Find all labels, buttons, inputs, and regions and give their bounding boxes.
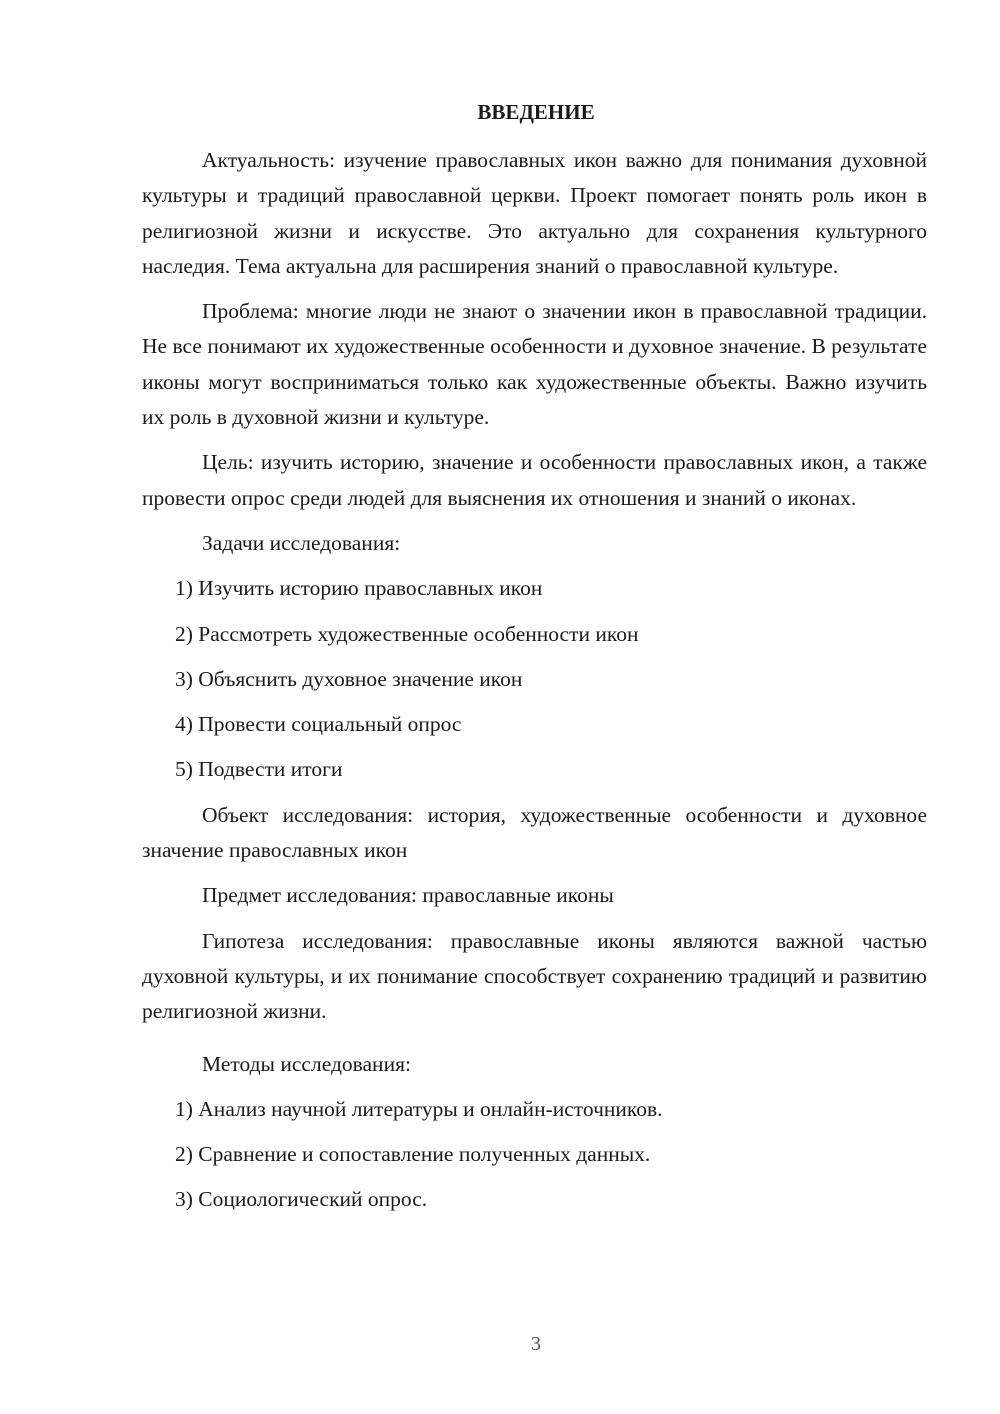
document-body [142,143,927,1228]
list-item: 2) Сравнение и сопоставление полученных данных. [175,1142,651,1167]
list-item: 3) Объяснить духовное значение икон [175,666,523,691]
list-item: 2) Рассмотреть художественные особенности икон [175,621,639,646]
object-paragraph: Объект исследования: история, художественные особенности и духовное значение православных икон [142,802,927,863]
tasks-heading: Задачи исследования: [202,530,401,555]
tasks-list [142,571,927,787]
list-item: 1) Изучить историю православных икон [175,576,543,601]
methods-list [142,1092,927,1218]
page-number: 3 [531,1333,541,1355]
hypothesis-paragraph: Гипотеза исследования: православные иконы являются важной частью духовной культуры, и их понимание способствует сохранению традиций и развитию религиозной жизни. [142,928,927,1024]
list-item: 1) Анализ научной литературы и онлайн-источников. [175,1096,663,1121]
list-item: 5) Подвести итоги [175,757,343,782]
list-item: 4) Провести социальный опрос [175,712,462,737]
list-item: 3) Социологический опрос. [175,1187,428,1212]
problem-paragraph: Проблема: многие люди не знают о значении икон в православной традиции. Не все понимают их художественные особенности и духовное значение. В результате иконы могут восприниматься только как художественные объекты. Важно изучить их роль в духовной жизни и культуре. [142,299,927,430]
goal-paragraph: Цель: изучить историю, значение и особенности православных икон, а также провести опрос среди людей для выяснения их отношения и знаний о иконах. [142,450,927,510]
methods-heading: Методы исследования: [202,1051,411,1076]
subject-paragraph: Предмет исследования: православные иконы [202,883,614,908]
page-title: ВВЕДЕНИЕ [477,100,595,124]
relevance-paragraph: Актуальность: изучение православных икон важно для понимания духовной культуры и традиций православной церкви. Проект помогает понять роль икон в религиозной жизни и искусстве. Это актуально для сохранения культурного наследия. Тема актуальна для расширения знаний о православной культуре. [142,148,927,278]
